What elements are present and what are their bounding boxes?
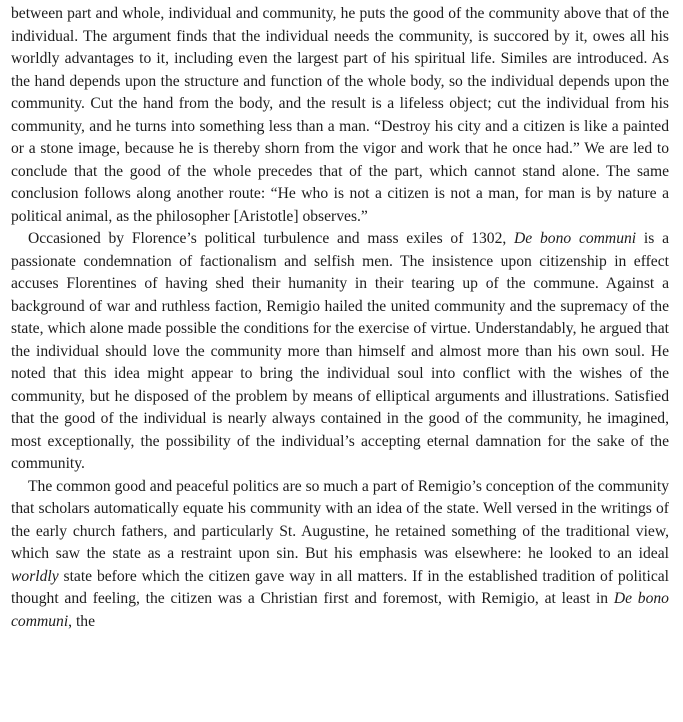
paragraph-florence-turbulence bbox=[11, 228, 669, 476]
paragraph-text: state before which the citizen gave way in all matters. If in the established tradition of political thought and feeling, the citizen was a Christian first and foremost, with Remigio, at least in bbox=[11, 567, 669, 607]
book-title-italic: De bono communi bbox=[514, 230, 637, 247]
paragraph-part-and-whole bbox=[11, 3, 669, 228]
paragraph-text: between part and whole, individual and community, he puts the good of the community above that of the individual. The argument finds that the individual needs the community, is succored by it, owes all his worldly advantages to it, including even the largest part of his spiritual life. Similes are introduced. As the hand depends upon the structure and function of the whole body, so the individual depends upon the community. Cut the hand from the body, and the result is a lifeless object; cut the individual from his community, and he turns into something less than a man. “Destroy his city and a citizen is like a painted or a stone image, because he is thereby shorn from the vigor and work that he once had.” We are led to conclude that the good of the whole precedes that of the part, which cannot stand alone. The same conclusion follows along another route: “He who is not a citizen is not a man, for man is by nature a political animal, as the philosopher [Aristotle] observes.” bbox=[11, 5, 669, 225]
paragraph-common-good bbox=[11, 476, 669, 634]
emphasis-italic: worldly bbox=[11, 567, 59, 585]
paragraph-text: The common good and peaceful politics are so much a part of Remigio’s conception of the community that scholars automatically equate his community with an idea of the state. Well versed in the writings of the early church fathers, and particularly St. Augustine, he retained something of the traditional view, which saw the state as a restraint upon sin. But his emphasis was elsewhere: he looked to an ideal bbox=[11, 477, 669, 562]
paragraph-text: Occasioned by Florence’s political turbulence and mass exiles of 1302, bbox=[28, 230, 515, 247]
book-title-italic: De bono communi bbox=[11, 590, 669, 630]
paragraph-text: , the bbox=[68, 612, 96, 630]
paragraph-text: is a passionate condemnation of factionalism and selfish men. The insistence upon citizenship in effect accuses Florentines of having shed their humanity in their tearing up of the commune. Against a background of war and ruthless faction, Remigio hailed the united community and the supremacy of the state, which alone made possible the conditions for the exercise of virtue. Understandably, he argued that the individual should love the community more than himself and almost more than his own soul. He noted that this idea might appear to bring the individual soul into conflict with the wishes of the community, but he disposed of the problem by means of elliptical arguments and illustrations. Satisfied that the good of the individual is nearly always contained in the good of the community, he imagined, most exceptionally, the possibility of the individual’s accepting eternal damnation for the sake of the community. bbox=[11, 230, 669, 472]
